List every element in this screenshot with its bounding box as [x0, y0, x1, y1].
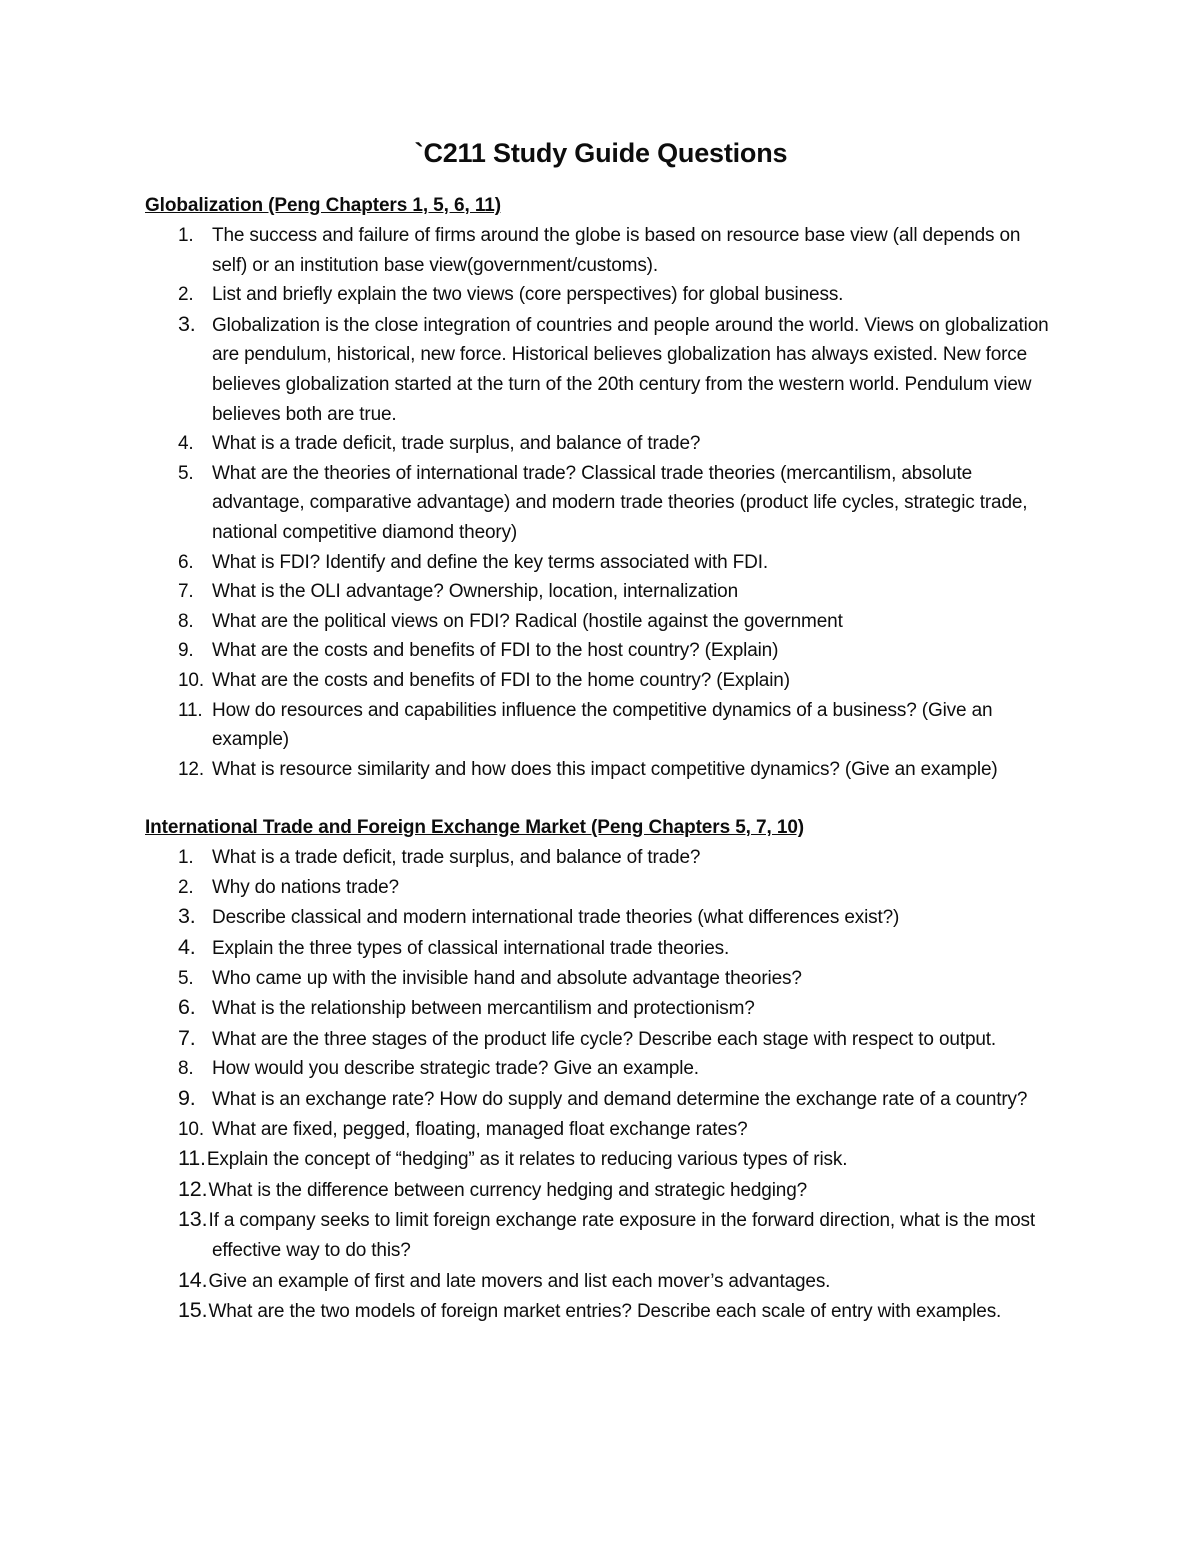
- item-text: The success and failure of firms around the globe is based on resource base view (all depends on self) or an institution base view(government/customs).: [212, 225, 1021, 276]
- item-number: 12.: [178, 1176, 208, 1201]
- list-item: [145, 1054, 1057, 1084]
- list-item: [145, 933, 1057, 964]
- list-item: [145, 964, 1057, 994]
- item-text: Explain the concept of “hedging” as it relates to reducing various types of risk.: [206, 1149, 848, 1171]
- list-item: [145, 310, 1057, 429]
- item-text: Describe classical and modern international trade theories (what differences exist?): [212, 907, 900, 929]
- item-number: 4.: [178, 935, 196, 960]
- item-number: 12.: [178, 758, 204, 780]
- list-item: [145, 1084, 1057, 1115]
- item-text: What is the relationship between mercantilism and protectionism?: [212, 998, 755, 1020]
- list-item: [145, 993, 1057, 1024]
- item-text: What are the three stages of the product life cycle? Describe each stage with respect to output.: [212, 1028, 997, 1050]
- item-number: 10.: [178, 1118, 204, 1140]
- list-item: [145, 1205, 1057, 1265]
- list-item: [145, 459, 1057, 548]
- item-text: Give an example of first and late movers and list each mover’s advantages.: [208, 1270, 831, 1292]
- item-number: 5.: [178, 462, 194, 484]
- item-number: 1.: [178, 225, 194, 246]
- item-number: 11.: [178, 1146, 206, 1171]
- item-number: 13.: [178, 1207, 208, 1232]
- item-text: What is FDI? Identify and define the key terms associated with FDI.: [212, 551, 768, 573]
- item-text: If a company seeks to limit foreign exchange rate exposure in the forward direction, what is the most effective way to do this?: [208, 1210, 1035, 1261]
- section-heading: Globalization (Peng Chapters 1, 5, 6, 11): [145, 195, 501, 216]
- question-list: [145, 843, 1057, 1327]
- list-item: [145, 1175, 1057, 1206]
- item-number: 8.: [178, 1058, 194, 1080]
- item-text: What are the political views on FDI? Radical (hostile against the government: [212, 610, 843, 632]
- list-item: [145, 1266, 1057, 1297]
- item-number: 7.: [178, 581, 194, 603]
- item-number: 8.: [178, 610, 194, 632]
- section-heading: International Trade and Foreign Exchange Market (Peng Chapters 5, 7, 10): [145, 817, 805, 839]
- item-text: What is a trade deficit, trade surplus, and balance of trade?: [212, 847, 701, 869]
- list-item: [145, 1024, 1057, 1055]
- question-list: [145, 221, 1057, 784]
- list-item: [145, 843, 1057, 873]
- item-number: 10.: [178, 669, 204, 691]
- list-item: [145, 577, 1057, 607]
- list-item: [145, 1144, 1057, 1175]
- item-number: 14.: [178, 1267, 208, 1292]
- sections: [145, 195, 1057, 1327]
- list-item: [145, 636, 1057, 666]
- list-item: [145, 607, 1057, 637]
- item-number: 6.: [178, 995, 196, 1020]
- item-number: 11.: [178, 699, 203, 721]
- list-item: [145, 548, 1057, 578]
- item-number: 2.: [178, 876, 194, 898]
- item-text: What is the OLI advantage? Ownership, location, internalization: [212, 581, 739, 603]
- item-number: 3.: [178, 904, 196, 929]
- item-text: Explain the three types of classical international trade theories.: [212, 938, 730, 960]
- item-text: What is an exchange rate? How do supply and demand determine the exchange rate of a country?: [212, 1089, 1028, 1111]
- item-text: Why do nations trade?: [212, 876, 399, 898]
- list-item: [145, 873, 1057, 903]
- list-item: [145, 221, 1057, 280]
- list-item: [145, 280, 1057, 310]
- list-item: [145, 666, 1057, 696]
- list-item: [145, 755, 1057, 785]
- list-item: [145, 1115, 1057, 1145]
- item-number: 1.: [178, 847, 194, 869]
- list-item: [145, 902, 1057, 933]
- item-number: 5.: [178, 967, 194, 989]
- item-number: 2.: [178, 284, 194, 306]
- item-text: What is resource similarity and how does this impact competitive dynamics? (Give an example): [212, 758, 998, 780]
- page-title: `C211 Study Guide Questions: [414, 138, 788, 168]
- item-text: What is the difference between currency hedging and strategic hedging?: [208, 1179, 808, 1201]
- list-item: [145, 696, 1057, 755]
- item-number: 6.: [178, 551, 194, 573]
- item-text: How would you describe strategic trade? Give an example.: [212, 1058, 699, 1080]
- item-number: 15.: [178, 1298, 208, 1323]
- item-text: What is a trade deficit, trade surplus, and balance of trade?: [212, 433, 701, 455]
- item-number: 9.: [178, 1086, 196, 1111]
- list-item: [145, 429, 1057, 459]
- item-text: What are fixed, pegged, floating, managed float exchange rates?: [212, 1118, 748, 1140]
- item-number: 4.: [178, 433, 194, 455]
- item-number: 7.: [178, 1025, 196, 1050]
- item-text: Who came up with the invisible hand and absolute advantage theories?: [212, 967, 802, 989]
- item-text: What are the theories of international trade? Classical trade theories (mercantilism, absolute advantage, comparative advantage) and modern trade theories (product life cycles, strategic trade, national competitive diamond theory): [212, 462, 1028, 543]
- item-text: What are the two models of foreign market entries? Describe each scale of entry with examples.: [208, 1301, 1002, 1323]
- item-text: What are the costs and benefits of FDI to the host country? (Explain): [212, 640, 779, 662]
- section: [145, 817, 1057, 1327]
- list-item: [145, 1296, 1057, 1327]
- item-number: 9.: [178, 640, 194, 662]
- item-number: 3.: [178, 311, 196, 336]
- item-text: How do resources and capabilities influence the competitive dynamics of a business? (Give an example): [212, 699, 993, 751]
- item-text: List and briefly explain the two views (core perspectives) for global business.: [212, 284, 844, 306]
- section: [145, 195, 1057, 784]
- item-text: What are the costs and benefits of FDI to the home country? (Explain): [212, 669, 790, 691]
- item-text: Globalization is the close integration of countries and people around the world. Views on globalization are pendulum, historical, new force. Historical believes globalization has always existed. New force believes globalization started at the turn of the 20th century from the western world. Pendulum view believes both are true.: [212, 314, 1049, 425]
